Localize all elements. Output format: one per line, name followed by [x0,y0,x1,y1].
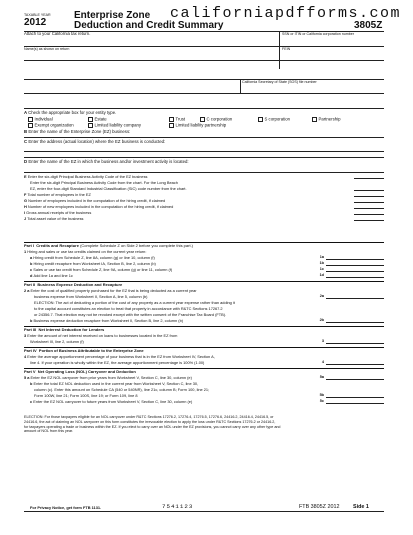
line-5a: 5 a Enter the EZ NOL carryover from prior years from Worksheet V, Section C, line 30, column (e) 5a [24,375,384,380]
question-g: G Number of employees included in the computation of the hiring credit, if claimed [24,198,384,203]
question-j: J Total asset value of the business [24,216,384,221]
title-line-2: Deduction and Credit Summary [74,20,224,31]
question-c: C Enter the address (actual location) where the EZ business is conducted: [24,139,166,144]
line-2a: 2 a Enter the cost of qualified property purchased for the EZ that is being deducted as a current year [24,288,197,293]
election-text-2: to the capital account constitutes an election to treat that property in accordance with R&TC Sections 17267.2 [34,306,223,311]
taxable-year-label: TAXABLE YEAR [24,13,51,17]
election-text-3: or 24356.7. That election may not be revoked except with the written consent of the Franchise Tax Board (FTB). [34,312,227,317]
form-code: 7541123 [162,503,194,510]
line-5b-cont-2: Form 100W, line 21; Form 100S, line 19; or Form 109, line 8 5b [34,393,384,398]
part-1-line-1: 1 Hiring and sales or use tax credits claimed on the current year return: [24,249,147,254]
part-5-election: ELECTION: For those taxpayers eligible for an NOL carryover under R&TC Sections 17276.2, 17276.4, 17276.5, 17276.6, 24416.2, 24416.4, 24416.5, or 24416.6, the act of claiming an NOL carryover on this form constitutes the irrevocable election to apply the loss under R&TC Sections 17276.2 or 24416.2, for taxpayers operating a trade or business within the EZ. If you elect to carry over an NOL under the EZ provisions, you cannot carry over any other type and amount of NOL from this year. [24,415,281,434]
part-5-header: Part V Net Operating Loss (NOL) Carryover and Deduction [24,368,384,374]
name-field[interactable] [24,37,278,46]
footer-form: FTB 3805Z 2012 [299,504,340,510]
question-i: I Gross annual receipts of the business [24,210,384,215]
line-5c: c Enter the EZ NOL carryover to future years from Worksheet V, Section C, line 30, column (e) 5c [30,399,384,404]
checkbox-llc[interactable]: Limited liability company [88,123,141,128]
election-text-1: ELECTION: The act of deducting a portion of the cost of any property as a current year expense rather than adding it [34,300,235,305]
ssn-field[interactable] [281,37,384,46]
line-2a-cont: business expense from Worksheet II, Section A, line 5, column (b) 2a [34,294,384,299]
line-1d: d Add line 1a and line 1c 1d [30,273,384,278]
footer-side: Side 1 [353,504,369,510]
line-1a: a Hiring credit from Schedule Z, line 8A, column (g) or line 10, column (f) 1a [30,255,384,260]
sos-field[interactable] [241,85,384,92]
question-h: H Number of new employees included in the computation of the hiring credit, if claimed [24,204,384,209]
checkbox-partnership[interactable]: Partnership [312,117,340,122]
part-4-header: Part IV Portion of Business Attributable to the Enterprise Zone [24,347,384,353]
line-1b: b Hiring credit recapture from Worksheet IA, Section B, line 2, column (b) 1b [30,261,384,266]
line-5b: b Enter the total EZ NOL deduction used in the current year from Worksheet V, Section C, line 30, [30,381,199,386]
checkbox-individual[interactable]: Individual [28,117,53,122]
question-e2: Enter the six-digit Principal Business Activity Code from the chart. For the Long Beach [30,180,178,185]
privacy-notice: For Privacy Notice, get form FTB 1131. [30,505,102,510]
part-3-header: Part III Net Interest Deduction for Lenders [24,326,384,332]
question-e3: EZ, enter the four-digit Standard Industrial Classification (SIC) code number from the chart. [30,186,384,191]
fein-label: FEIN [282,47,291,51]
part-1-header: Part I Credits and Recapture (Complete Schedule Z on Side 2 before you complete this part.) [24,242,384,248]
fein-field[interactable] [281,52,384,59]
watermark: californiapdfforms.com [170,5,402,22]
title-line-1: Enterprise Zone [74,10,151,21]
part-2-header: Part II Business Expense Deduction and Recapture [24,281,384,287]
line-2b: b Business expense deduction recapture from Worksheet II, Section B, line 2, column (b) 2b [30,318,384,323]
checkbox-trust[interactable]: Trust [169,117,185,122]
checkbox-estate[interactable]: Estate [88,117,107,122]
checkbox-exempt-organization[interactable]: Exempt organization [28,123,74,128]
question-f: F Total number of employees in the EZ [24,192,384,197]
attach-note: Attach to your California tax return. [24,31,91,36]
line-5b-cont-1: column (c). Enter this amount on Schedule CA (540 or 540NR), line 21c, column B; Form 100, line 21; [34,387,210,392]
ssn-label: SSN or ITIN or California corporation number [282,32,354,36]
question-d: D Enter the name of the EZ in which the business and/or investment activity is located: [24,159,189,164]
form-number: 3805Z [354,20,383,31]
year: 2012 [24,17,47,28]
checkbox-llp[interactable]: Limited liability partnership [169,123,226,128]
line-3: 3 Enter the amount of net interest received on loans to businesses located in the EZ from [24,333,178,338]
names-label: Name(s) as shown on return [24,47,70,51]
question-b: B Enter the name of the Enterprise Zone (EZ) business: [24,129,131,134]
line-3-cont: Worksheet III, line 2, column (f) 3 [30,339,384,344]
checkbox-s-corporation[interactable]: S corporation [258,117,290,122]
sos-label: California Secretary of State (SOS) file number [242,80,317,84]
line-1c: c Sales or use tax credit from Schedule Z, line 9A, column (g) or line 11, column (f) 1c [30,267,384,272]
question-e: E Enter the six-digit Principal Business Activity Code of the EZ business [24,174,384,179]
question-a: A Check the appropriate box for your entity type. [24,110,117,115]
line-4: 4 Enter the average apportionment percentage of your business that is in the EZ from Worksheet IV, Section A, [24,354,215,359]
checkbox-c-corporation[interactable]: C corporation [200,117,232,122]
line-4-cont: line 4. If your operation is wholly within the EZ, the average apportionment percentage is 100% (1.00) 4 [30,360,384,365]
